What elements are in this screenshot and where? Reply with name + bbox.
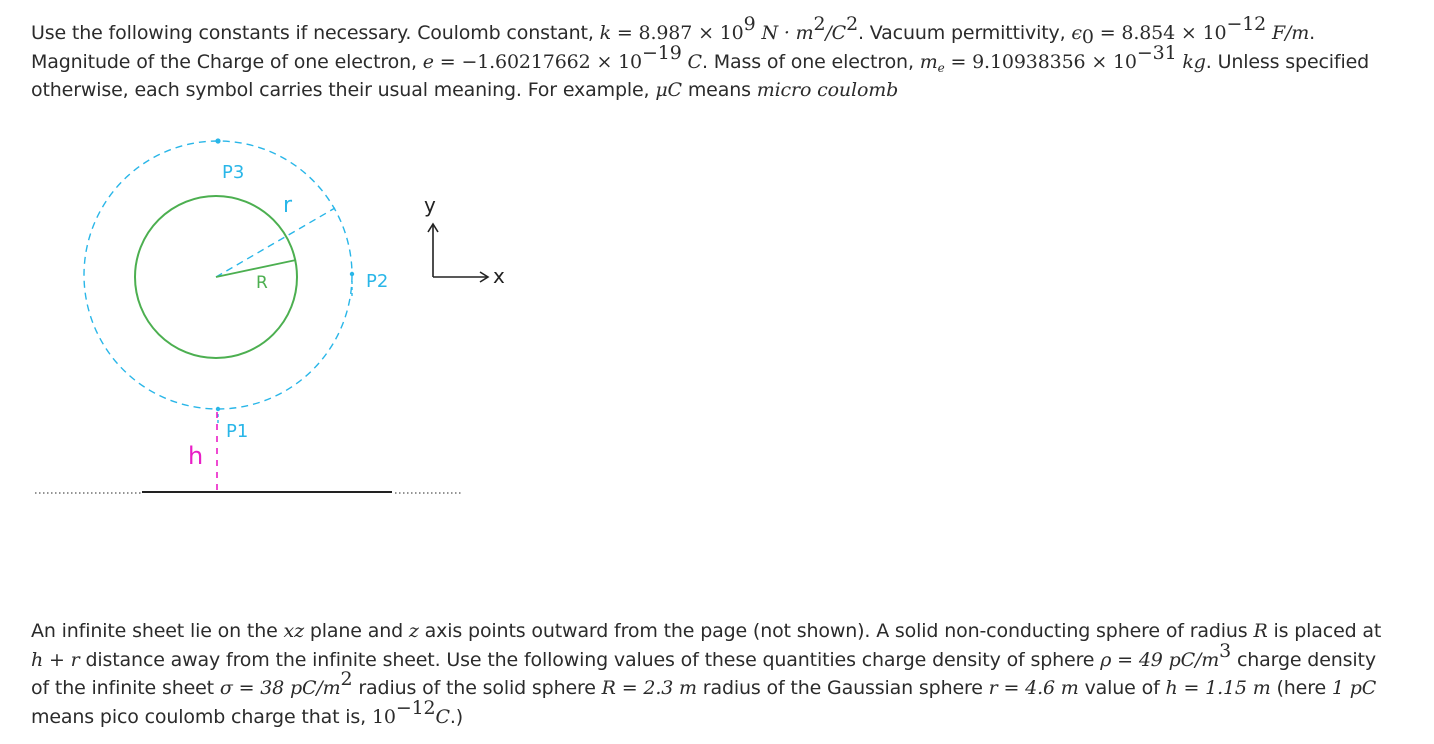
radius-symbol: R (1253, 620, 1268, 642)
problem-text-11: means pico coulomb charge that is, (31, 705, 372, 728)
problem-text-8: radius of the Gaussian sphere (696, 677, 989, 699)
permittivity-unit: F/m (1266, 22, 1310, 44)
sphere-radius-value: R = 2.3 m (601, 677, 697, 699)
rho-unit-exponent: 3 (1219, 639, 1232, 662)
label-R: R (256, 273, 268, 293)
electron-mass-unit: kg (1176, 50, 1206, 73)
permittivity-symbol: ϵ (1071, 22, 1082, 44)
problem-text-3: axis points outward from the page (not shown). A solid non-conducting sphere of radius (418, 620, 1254, 642)
label-r: r (283, 193, 293, 218)
micro-coulomb-words: micro coulomb (756, 79, 899, 101)
constants-paragraph (31, 13, 1391, 105)
permittivity-exponent: −12 (1226, 13, 1267, 35)
one-pc-symbol: 1 pC (1331, 677, 1377, 699)
h-plus-r-expression: h + r (31, 648, 80, 671)
rho-value: ρ = 49 pC/m (1100, 648, 1220, 671)
label-x: x (493, 264, 505, 288)
point-p1-dot (216, 407, 220, 411)
problem-text-1: An infinite sheet lie on the (31, 620, 284, 642)
electron-charge-unit: C (681, 50, 702, 73)
problem-text-6: charge density of the infinite sheet (31, 648, 1376, 699)
problem-text-7: radius of the solid sphere (352, 677, 602, 699)
electron-charge-symbol: e (422, 50, 434, 73)
constants-intro-text: Use the following constants if necessary. Coulomb constant, (31, 22, 600, 44)
coulomb-constant-symbol: k (599, 22, 611, 44)
xz-plane-symbol: xz (283, 620, 304, 642)
z-axis-symbol: z (408, 620, 419, 642)
label-h: h (188, 442, 204, 470)
h-value: h = 1.15 m (1165, 677, 1271, 699)
label-p1: P1 (226, 421, 249, 442)
sigma-unit-exponent: 2 (340, 668, 353, 690)
electron-mass-exponent: −31 (1136, 41, 1177, 64)
problem-text-12: .) (449, 705, 464, 728)
gaussian-radius-value: r = 4.6 m (988, 677, 1079, 699)
means-text: means (681, 79, 757, 101)
coulomb-unit-exponent-1: 2 (813, 13, 826, 35)
electron-mass-subscript: e (937, 60, 945, 75)
gaussian-sphere-circle (84, 141, 352, 409)
coulomb-constant-exponent: 9 (743, 13, 756, 35)
problem-text-4: is placed at (1267, 620, 1382, 642)
problem-text-10: (here (1270, 677, 1332, 699)
label-y: y (424, 193, 436, 217)
problem-text-2: plane and (303, 620, 409, 642)
point-p3-dot (215, 138, 220, 143)
coulomb-unit-exponent-2: 2 (846, 13, 859, 35)
usual-meaning-text: . Unless specified otherwise, each symbol carries their usual meaning. For example, (31, 50, 1370, 101)
axes-icon (428, 224, 488, 282)
permittivity-text: . Vacuum permittivity, (858, 22, 1072, 44)
pico-unit: C (435, 705, 450, 728)
electron-mass-text: . Mass of one electron, (701, 50, 920, 73)
problem-text-5: distance away from the infinite sheet. Use the following values of these quantities charge density of sphere (79, 648, 1101, 671)
coulomb-constant-value: = 8.987 × 10 (610, 22, 744, 44)
electron-mass-value: = 9.10938356 × 10 (944, 50, 1137, 73)
sigma-value: σ = 38 pC/m (219, 677, 341, 699)
sphere-sheet-diagram (0, 120, 520, 505)
permittivity-subscript: 0 (1081, 26, 1094, 48)
pico-exponent: −12 (395, 696, 436, 719)
label-p3: P3 (222, 162, 245, 183)
coulomb-constant-unit-2: /C (825, 22, 847, 44)
electron-charge-text: . Magnitude of the Charge of one electron, (31, 22, 1316, 73)
micro-coulomb-symbol: μC (655, 79, 682, 101)
electron-charge-value: = −1.60217662 × 10 (433, 50, 642, 73)
problem-paragraph (31, 617, 1391, 731)
problem-text-9: value of (1078, 677, 1166, 699)
electron-mass-symbol: m (919, 50, 938, 73)
electron-charge-exponent: −19 (642, 41, 682, 64)
pico-value: 10 (371, 705, 396, 728)
label-p2: P2 (366, 271, 389, 292)
point-p2-dot (350, 272, 354, 276)
permittivity-value: = 8.854 × 10 (1093, 22, 1227, 44)
coulomb-constant-unit: N · m (755, 22, 814, 44)
gaussian-radius-line (216, 208, 335, 277)
